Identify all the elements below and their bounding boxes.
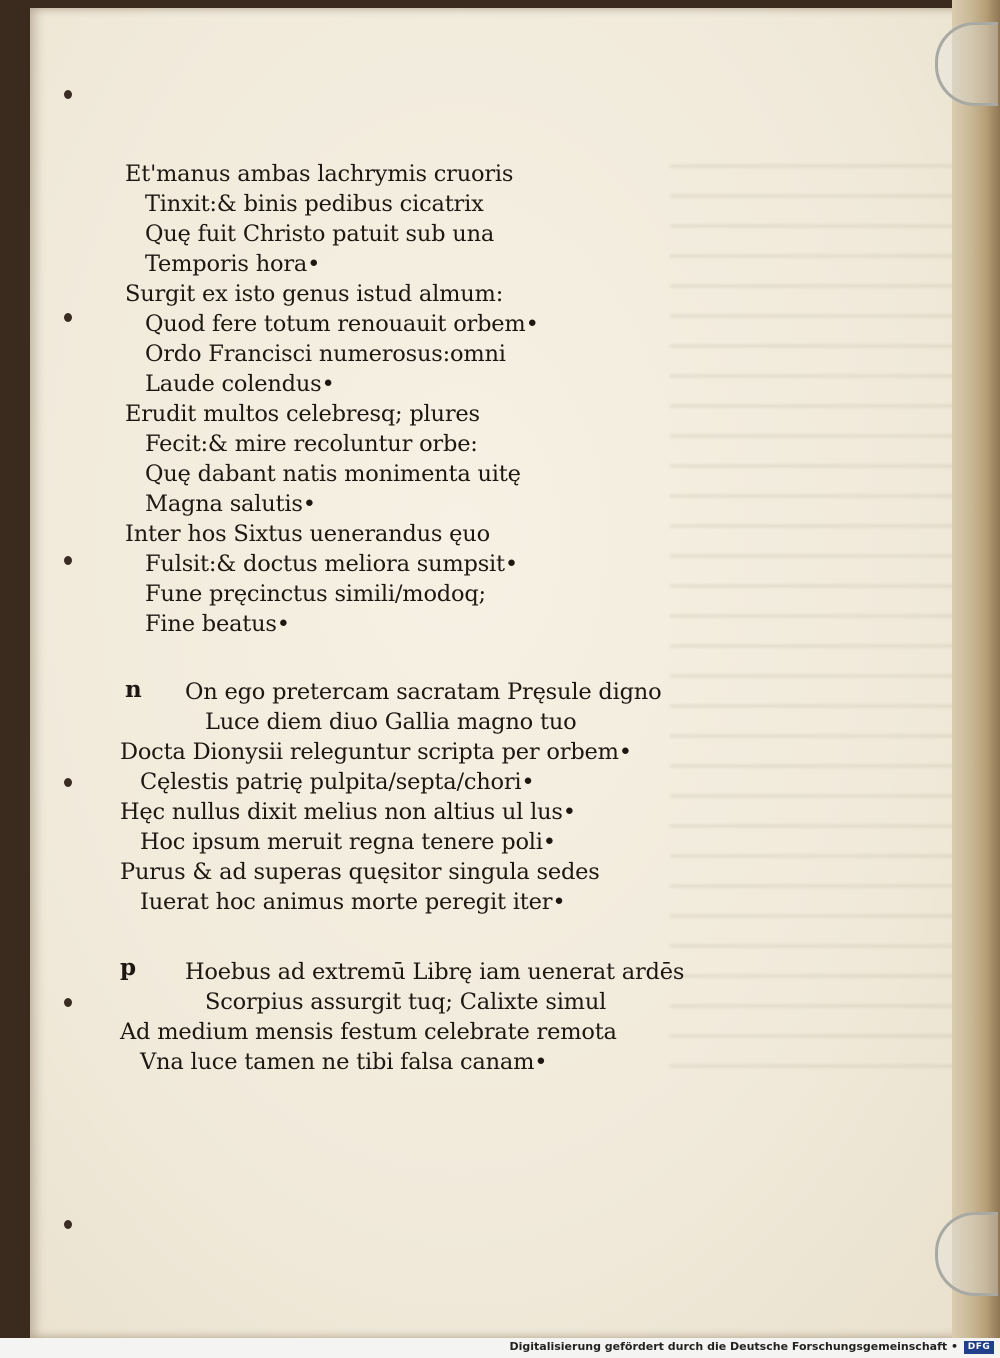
verse-line: Erudit multos celebresq; plures (125, 401, 480, 427)
footer-credit: Digitalisierung gefördert durch die Deutsche Forschungsgemeinschaft • (509, 1340, 958, 1353)
verse-line: Quę fuit Christo patuit sub una (145, 221, 495, 247)
verse-line: Vna luce tamen ne tibi falsa canam• (140, 1049, 548, 1075)
funding-footer (0, 1338, 1000, 1358)
verse-line: Ordo Francisci numerosus:omni (145, 341, 506, 367)
verse-line: Purus & ad superas quęsitor singula sedes (120, 859, 600, 885)
book-page (30, 8, 982, 1338)
page-edge (952, 0, 1000, 1338)
verse-line: Luce diem diuo Gallia magno tuo (205, 709, 577, 735)
verse-line: Fecit:& mire recoluntur orbe: (145, 431, 478, 457)
verse-line: Fune pręcinctus simili/modoq; (145, 581, 486, 607)
verse-line: Docta Dionysii releguntur scripta per orbem• (120, 739, 632, 765)
verse-line: Iuerat hoc animus morte peregit iter• (140, 889, 566, 915)
initial-guide-letter: n (125, 676, 142, 703)
verse-line: Hoc ipsum meruit regna tenere poli• (140, 829, 556, 855)
verse-line: Fulsit:& doctus meliora sumpsit• (145, 551, 518, 577)
verse-line: Et'manus ambas lachrymis cruoris (125, 161, 514, 187)
verse-line: Tinxit:& binis pedibus cicatrix (145, 191, 484, 217)
verse-line: Quod fere totum renouauit orbem• (145, 311, 539, 337)
verse-line: Magna salutis• (145, 491, 316, 517)
verse-line: Quę dabant natis monimenta uitę (145, 461, 521, 487)
verse-line: Surgit ex isto genus istud almum: (125, 281, 504, 307)
verse-line: Fine beatus• (145, 611, 290, 637)
initial-guide-letter: p (120, 954, 136, 981)
verse-line: Ad medium mensis festum celebrate remota (120, 1019, 617, 1045)
verse-line: Hoebus ad extremū Librę iam uenerat ardēs (185, 959, 685, 985)
verse-line: Inter hos Sixtus uenerandus ęuo (125, 521, 490, 547)
verse-line: Cęlestis patrię pulpita/septa/chori• (140, 769, 535, 795)
verse-line: On ego pretercam sacratam Pręsule digno (185, 679, 662, 705)
verse-line: Temporis hora• (145, 251, 321, 277)
dfg-logo-icon: DFG (964, 1341, 994, 1354)
printed-text-block (30, 8, 982, 1338)
verse-line: Hęc nullus dixit melius non altius ul lus• (120, 799, 576, 825)
verse-line: Laude colendus• (145, 371, 335, 397)
verse-line: Scorpius assurgit tuq; Calixte simul (205, 989, 607, 1015)
